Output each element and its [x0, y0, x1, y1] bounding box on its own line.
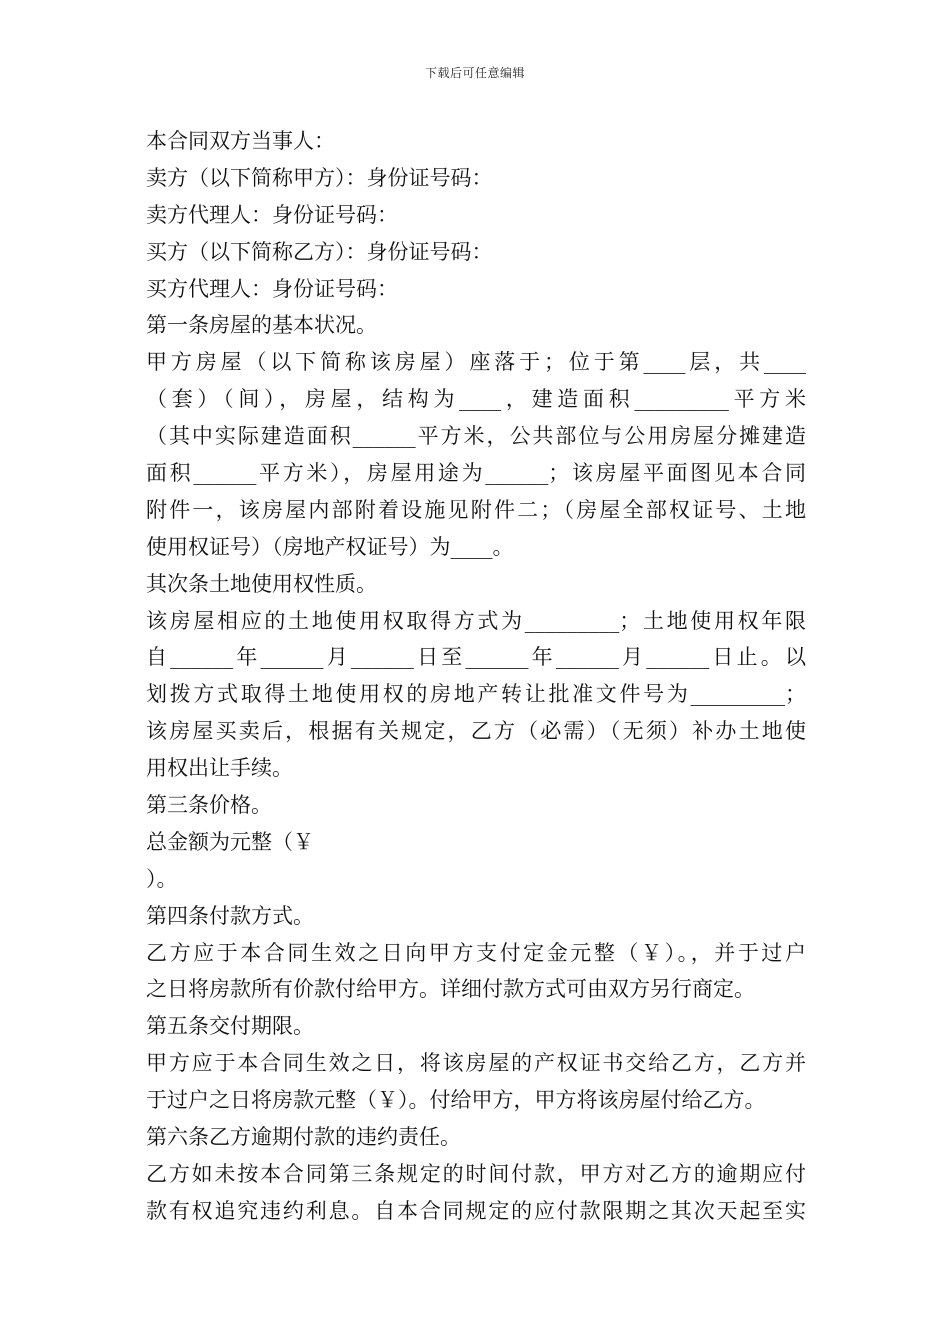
text-line: 于过户之日将房款元整（￥）。付给甲方，甲方将该房屋付给乙方。 — [146, 1088, 766, 1113]
text-line: 自______年______月______日至______年______月______日止。以 — [146, 645, 806, 670]
text-line: 该房屋相应的土地使用权取得方式为_________；土地使用权年限 — [146, 608, 806, 633]
section-heading: 第五条交付期限。 — [146, 1014, 314, 1039]
text-line: （其中实际建造面积______平方米，公共部位与公用房屋分摊建造 — [146, 424, 806, 449]
text-line: 买方（以下简称乙方）：身份证号码： — [146, 239, 493, 264]
text-line: （套）（间），房屋，结构为____，建造面积_________平方米 — [146, 387, 806, 412]
section-heading: 第三条价格。 — [146, 793, 272, 818]
text-line: ）。 — [146, 866, 178, 891]
text-line: 乙方应于本合同生效之日向甲方支付定金元整（￥）。，并于过户 — [146, 940, 806, 965]
text-line: 乙方如未按本合同第三条规定的时间付款，甲方对乙方的逾期应付 — [146, 1161, 806, 1186]
section-heading: 第四条付款方式。 — [146, 903, 314, 928]
text-line: 该房屋买卖后，根据有关规定，乙方（必需）（无须）补办土地使 — [146, 719, 806, 744]
text-line: 面积______平方米），房屋用途为______；该房屋平面图见本合同 — [146, 461, 806, 486]
text-line: 甲方应于本合同生效之日，将该房屋的产权证书交给乙方，乙方并 — [146, 1051, 806, 1076]
text-line: 用权出让手续。 — [146, 756, 293, 781]
section-heading: 其次条土地使用权性质。 — [146, 571, 377, 596]
header-note: 下载后可任意编辑 — [424, 66, 525, 80]
text-line: 卖方代理人：身份证号码： — [146, 202, 398, 227]
section-heading: 第六条乙方逾期付款的违约责任。 — [146, 1125, 461, 1150]
text-line: 附件一，该房屋内部附着设施见附件二；（房屋全部权证号、土地 — [146, 497, 806, 522]
text-line: 划拨方式取得土地使用权的房地产转让批准文件号为_________； — [146, 682, 806, 707]
text-line: 卖方（以下简称甲方）：身份证号码： — [146, 165, 493, 190]
text-line: 使用权证号）（房地产权证号）为____。 — [146, 534, 514, 559]
text-line: 之日将房款所有价款付给甲方。详细付款方式可由双方另行商定。 — [146, 977, 755, 1002]
text-line: 甲方房屋（以下简称该房屋）座落于；位于第____层，共____ — [146, 350, 806, 375]
section-heading: 第一条房屋的基本状况。 — [146, 313, 377, 338]
text-line: 款有权追究违约利息。自本合同规定的应付款限期之其次天起至实 — [146, 1198, 806, 1223]
text-line: 总金额为元整（￥ — [146, 829, 314, 854]
text-line: 买方代理人：身份证号码： — [146, 276, 398, 301]
text-line: 本合同双方当事人： — [146, 129, 335, 153]
contract-body — [146, 123, 806, 1230]
